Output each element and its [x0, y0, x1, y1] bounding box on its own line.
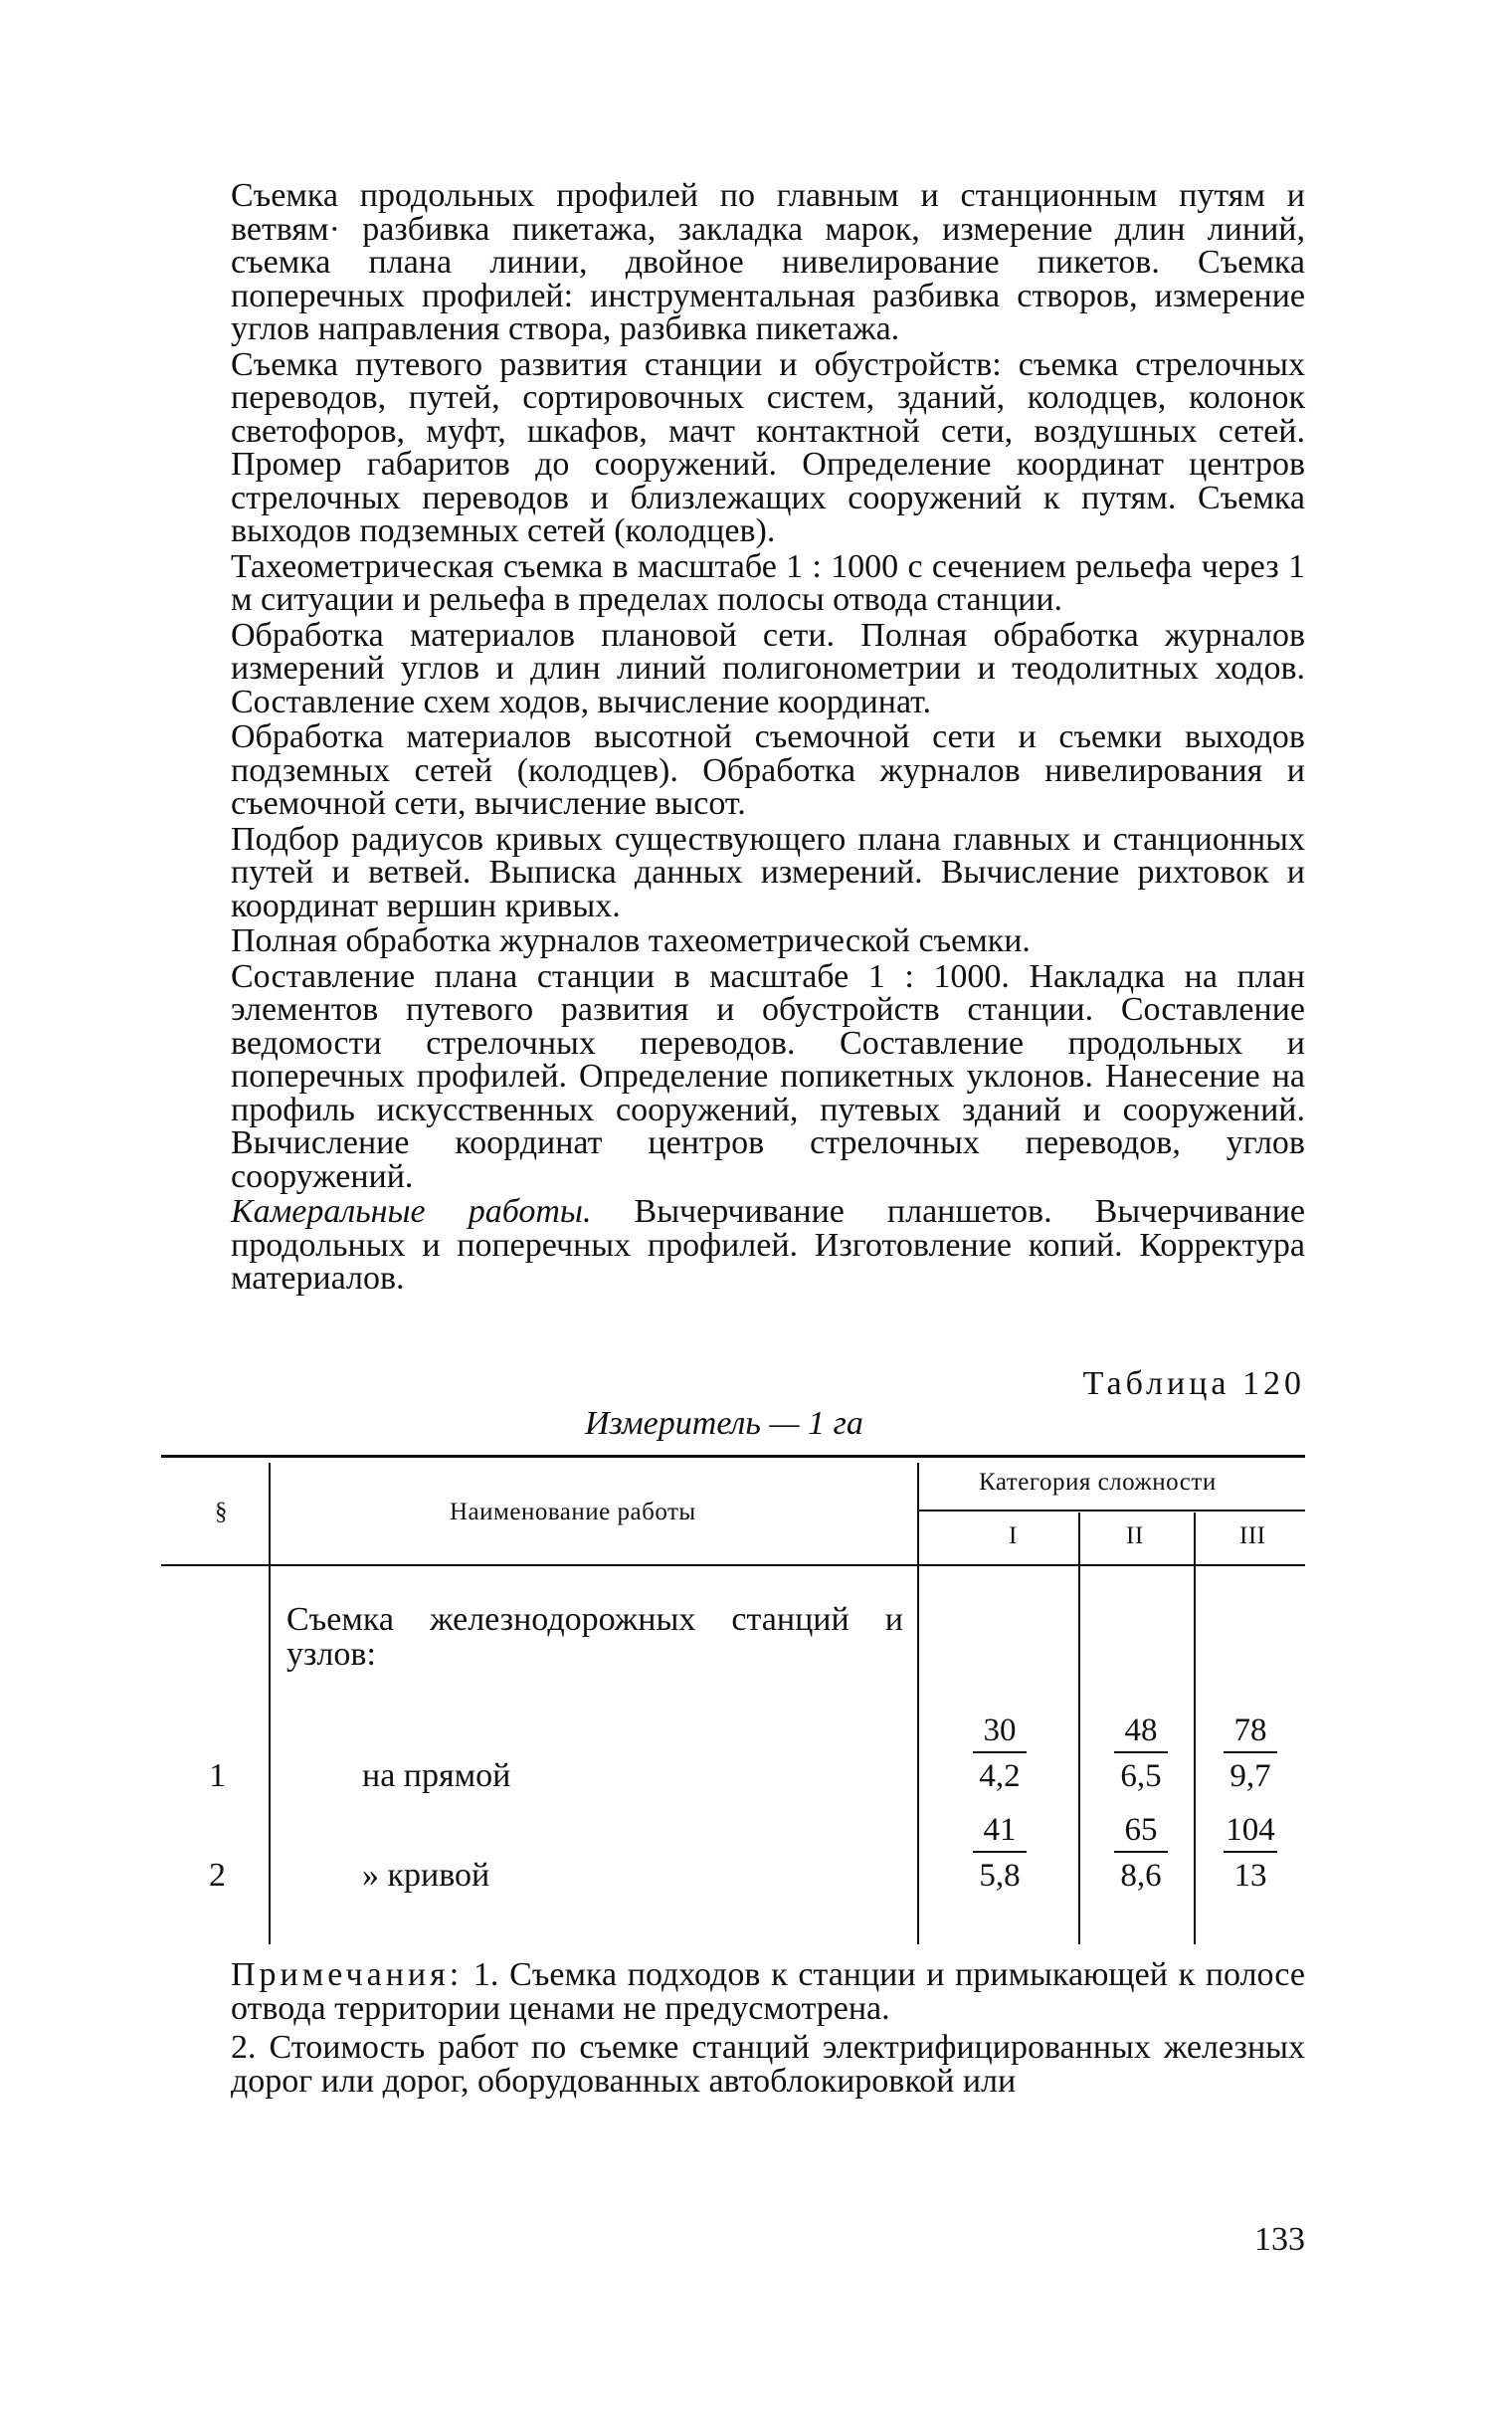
row-1-value-cat-2: $\frac{48}{6,5}$ — [1096, 1712, 1186, 1795]
table-title: Таблица 120 — [1082, 1365, 1305, 1402]
group-title: Съемка железнодорожных станций и узлов: — [286, 1601, 903, 1673]
header-cat-1: I — [1009, 1522, 1018, 1549]
row-1-value-cat-3: $\frac{78}{9,7}$ — [1206, 1712, 1295, 1795]
body-text — [231, 179, 1305, 1298]
paragraph-tacheometric: Тахеометрическая съемка в масштабе 1 : 1000 с сечением рельефа через 1 м ситуации и рельефа в пределах полосы отвода станции. — [231, 547, 1305, 618]
paragraph-station-survey: Съемка путевого развития станции и обустройств: съемка стрелочных переводов, путей, сортировочных систем, зданий, колодцев, колонок светофоров, муфт, шкафов, мачт контактной сети, воздушных сетей. Промер габаритов до сооружений. Определение координат центров стрелочных переводов и близлежащих сооружений к путям. Съемка выходов подземных сетей (колодцев). — [231, 345, 1305, 549]
complexity-rule — [919, 1510, 1305, 1511]
paragraph-height-network: Обработка материалов высотной съемочной сети и съемки выходов подземных сетей (колодцев). Обработка журналов нивелирования и съемочной сети, вычисление высот. — [231, 718, 1305, 822]
page-number: 133 — [1254, 2221, 1305, 2258]
table-top-rule — [161, 1455, 1305, 1458]
row-2-name: » кривой — [362, 1857, 490, 1894]
col-divider-2 — [917, 1463, 919, 1944]
header-section: § — [215, 1499, 228, 1525]
paragraph-journals: Полная обработка журналов тахеометрической съемки. — [231, 922, 1031, 959]
col-divider-1 — [269, 1463, 271, 1944]
notes-label: Примечания: — [231, 1956, 464, 1993]
col-divider-3 — [1078, 1512, 1080, 1944]
header-work-name: Наименование работы — [450, 1499, 696, 1525]
row-2-number: 2 — [209, 1857, 226, 1894]
paragraph-plan-network: Обработка материалов плановой сети. Полная обработка журналов измерений углов и длин линий полигонометрии и теодолитных ходов. Составление схем ходов, вычисление координат. — [231, 616, 1305, 720]
row-1-number: 1 — [209, 1757, 226, 1794]
paragraph-profiles: Съемка продольных профилей по главным и станционным путям и ветвям· разбивка пикетажа, закладка марок, измерение длин линий, съемка плана линии, двойное нивелирование пикетов. Съемка поперечных профилей: инструментальная разбивка створов, измерение углов направления створа, разбивка пикетажа. — [231, 177, 1305, 347]
table-header-rule — [161, 1564, 1305, 1566]
notes — [231, 1958, 1305, 2104]
table-measure: Измеритель — 1 га — [585, 1405, 863, 1442]
col-divider-4 — [1194, 1512, 1196, 1944]
row-2-value-cat-2: $\frac{65}{8,6}$ — [1096, 1811, 1186, 1895]
office-work-text: Вычерчивание планшетов. Вычерчивание продольных и поперечных профилей. Изготовление копий. Корректура материалов. — [231, 1193, 1305, 1297]
header-complexity: Категория сложности — [979, 1469, 1217, 1496]
row-2-value-cat-3: $\frac{104}{13}$ — [1206, 1811, 1295, 1895]
note-1-text: 1. Съемка подходов к станции и примыкающей к полосе отвода территории ценами не предусмотрена. — [231, 1956, 1305, 2027]
header-cat-2: II — [1126, 1522, 1144, 1549]
header-cat-3: III — [1239, 1522, 1266, 1549]
office-work-lead: Камеральные работы. — [231, 1193, 592, 1230]
note-2: 2. Стоимость работ по съемке станций электрифицированных железных дорог или дорог, оборудованных автоблокировкой или — [231, 2029, 1305, 2100]
paragraph-office-work — [231, 1195, 1305, 1296]
row-2-value-cat-1: $\frac{41}{5,8}$ — [955, 1811, 1044, 1895]
price-table — [161, 1455, 1305, 1942]
row-1-value-cat-1: $\frac{30}{4,2}$ — [955, 1712, 1044, 1795]
paragraph-curve-radii: Подбор радиусов кривых существующего плана главных и станционных путей и ветвей. Выписка данных измерений. Вычисление рихтовок и координат вершин кривых. — [231, 820, 1305, 924]
note-1 — [231, 1958, 1305, 2025]
row-1-name: на прямой — [362, 1757, 511, 1794]
paragraph-station-plan: Составление плана станции в масштабе 1 : 1000. Накладка на план элементов путевого развития и обустройств станции. Составление ведомости стрелочных переводов. Составление продольных и поперечных профилей. Определение попикетных уклонов. Нанесение на профиль искусственных сооружений, путевых зданий и сооружений. Вычисление координат центров стрелочных переводов, углов сооружений. — [231, 957, 1305, 1195]
